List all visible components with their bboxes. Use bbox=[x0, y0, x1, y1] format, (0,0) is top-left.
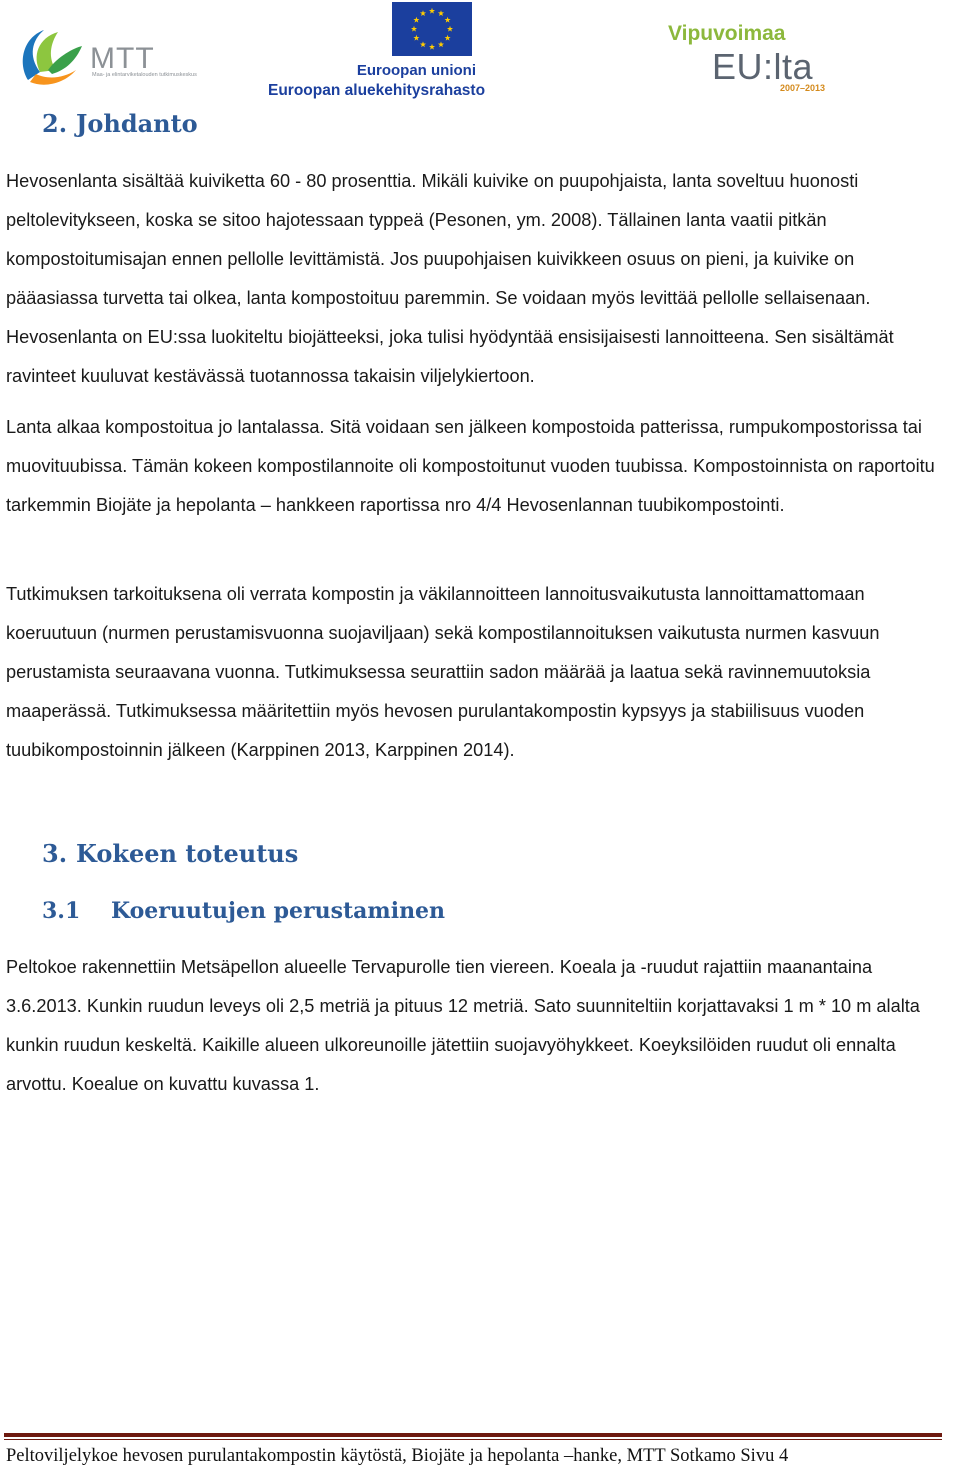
eu-star-icon bbox=[411, 26, 417, 32]
subsection-heading-koeruutujen-perustaminen bbox=[42, 898, 445, 924]
eu-stars-icon bbox=[392, 2, 472, 56]
eu-star-icon bbox=[445, 35, 451, 41]
footer-rule-thin bbox=[4, 1439, 942, 1440]
eu-logo bbox=[268, 2, 486, 100]
mtt-logo-subtext: Maa- ja elintarviketalouden tutkimuskeskus bbox=[92, 72, 197, 78]
section-title: Johdanto bbox=[76, 109, 198, 138]
eu-star-icon bbox=[413, 17, 419, 23]
mtt-logo-emblem-icon bbox=[18, 24, 197, 90]
section-title: Kokeen toteutus bbox=[76, 839, 299, 868]
vipuvoimaa-logo-word: Vipuvoimaa bbox=[668, 22, 786, 45]
eu-star-icon bbox=[420, 10, 426, 16]
eu-flag-icon bbox=[392, 2, 472, 56]
eu-star-icon bbox=[445, 17, 451, 23]
eu-star-icon bbox=[447, 26, 453, 32]
eu-star-icon bbox=[438, 41, 444, 47]
section-heading-kokeen-toteutus bbox=[42, 839, 298, 868]
paragraph-intro: Hevosenlanta sisältää kuiviketta 60 - 80 prosenttia. Mikäli kuivike on puupohjaista, lanta soveltuu huonosti peltolevitykseen, koska se sitoo hajotessaan typpeä (Pesonen, ym. 2008). Tällainen lanta vaatii pitkän kompostoitumisajan ennen pellolle levittämistä. Jos puupohjaisen kuivikkeen osuus on pieni, ja kuivike on pääasiassa turvetta tai olkea, lanta kompostoituu paremmin. Se voidaan myös levittää pellolle sellaisenaan. Hevosenlanta on EU:ssa luokiteltu biojätteeksi, joka tulisi hyödyntää ensisijaisesti lannoitteena. Sen sisältämät ravinteet kuuluvat kestävässä tuotannossa takaisin viljelykiertoon. bbox=[6, 171, 894, 386]
eu-logo-line1: Euroopan unioni bbox=[356, 62, 476, 79]
eu-star-icon bbox=[438, 10, 444, 16]
section-number: 2. bbox=[42, 109, 68, 138]
vipuvoimaa-logo bbox=[668, 22, 838, 98]
footer-title: Peltoviljelykoe hevosen purulantakompostin käytöstä, Biojäte ja hepolanta –hanke, MTT Sotkamo bbox=[6, 1446, 736, 1466]
paragraph-field-trial: Peltokoe rakennettiin Metsäpellon alueelle Tervapurolle tien viereen. Koeala ja -ruudut rajattiin maanantaina 3.6.2013. Kunkin ruudun leveys oli 2,5 metriä ja pituus 12 metriä. Sato suunniteltiin korjattavaksi 1 m * 10 m alalta kunkin ruudun keskeltä. Kaikille alueen ulkoreunoille jätettiin suojavyöhykkeet. Koeyksilöiden ruudut oli ennalta arvottu. Koealue on kuvattu kuvassa 1. bbox=[6, 957, 920, 1094]
vipuvoimaa-logo-years: 2007–2013 bbox=[780, 83, 826, 93]
subsection-number: 3.1 bbox=[42, 898, 81, 924]
eu-star-icon bbox=[429, 44, 435, 50]
eu-star-icon bbox=[420, 41, 426, 47]
section-heading-johdanto bbox=[42, 109, 198, 138]
mtt-logo bbox=[18, 24, 197, 90]
subsection-title: Koeruutujen perustaminen bbox=[111, 898, 446, 924]
vipuvoimaa-logo-eu: EU:lta bbox=[712, 46, 814, 87]
paragraph-composting: Lanta alkaa kompostoitua jo lantalassa. Sitä voidaan sen jälkeen kompostoida patterissa, rumpukompostorissa tai muovituubissa. Tämän kokeen kompostilannoite oli kompostoitunut vuoden tuubissa. Kompostoinnista on raportoitu tarkemmin Biojäte ja hepolanta – hankkeen raportissa nro 4/4 Hevosenlannan tuubikompostointi. bbox=[6, 417, 935, 515]
eu-star-icon bbox=[413, 35, 419, 41]
mtt-logo-text: MTT bbox=[90, 42, 155, 75]
eu-star-icon bbox=[429, 8, 435, 14]
section-number: 3. bbox=[42, 839, 68, 868]
eu-logo-line2: Euroopan aluekehitysrahasto bbox=[268, 82, 486, 99]
paragraph-purpose: Tutkimuksen tarkoituksena oli verrata kompostin ja väkilannoitteen lannoitusvaikutusta lannoittamattomaan koeruutuun (nurmen perustamisvuonna suojaviljaan) sekä kompostilannoituksen vaikutusta nurmen kasvuun perustamista seuraavana vuonna. Tutkimuksessa seurattiin sadon määrää ja laatua sekä ravinnemuutoksia maaperässä. Tutkimuksessa määritettiin myös hevosen purulantakompostin kypsyys ja stabiilisuus vuoden tuubikompostoinnin jälkeen (Karppinen 2013, Karppinen 2014). bbox=[6, 584, 880, 760]
footer bbox=[6, 1446, 960, 1467]
footer-page-number: Sivu 4 bbox=[740, 1446, 789, 1466]
footer-rule-thick bbox=[4, 1433, 942, 1437]
